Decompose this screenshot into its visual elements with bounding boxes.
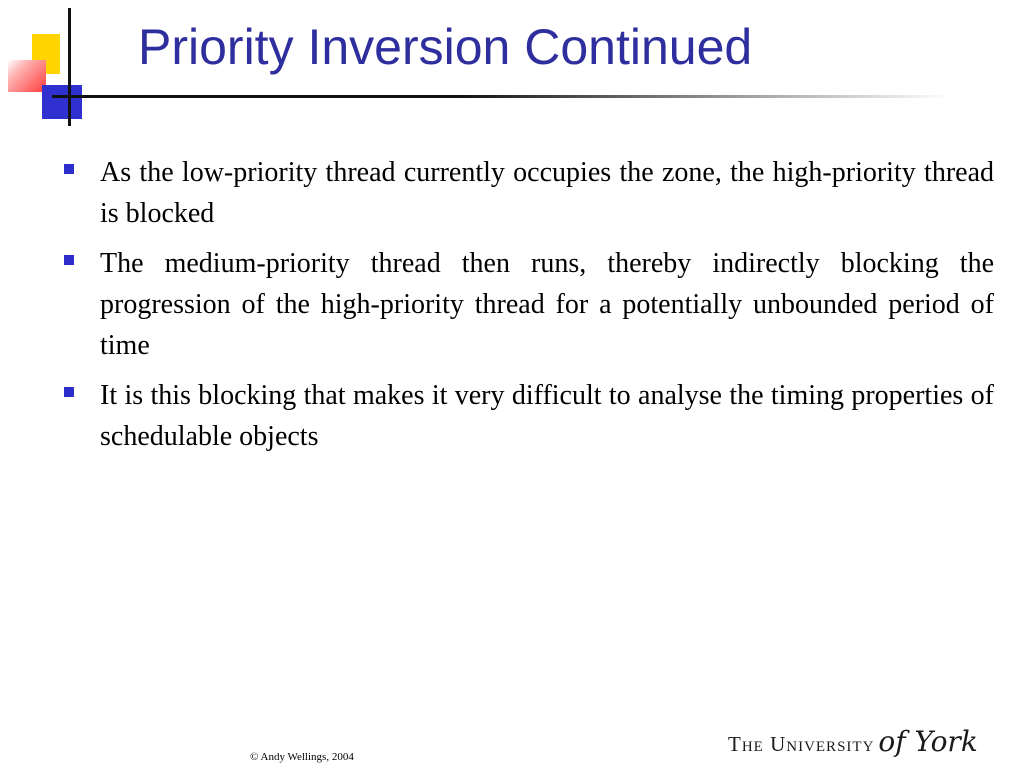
square-bullet-icon <box>64 387 74 397</box>
slide-title: Priority Inversion Continued <box>138 19 753 75</box>
decor-horizontal-line <box>52 95 952 98</box>
bullet-item <box>62 243 994 366</box>
copyright-footer: © Andy Wellings, 2004 <box>250 751 354 763</box>
decor-blue-square <box>42 85 82 119</box>
logo-text-york: of York <box>878 725 978 758</box>
decor-red-square <box>8 60 46 92</box>
bullet-item <box>62 152 994 234</box>
bullet-list <box>62 152 994 466</box>
bullet-text: As the low-priority thread currently occupies the zone, the high-priority thread is blocked <box>100 157 994 229</box>
bullet-item <box>62 375 994 457</box>
bullet-text: The medium-priority thread then runs, thereby indirectly blocking the progression of the high-priority thread for a potentially unbounded period of time <box>100 248 994 361</box>
logo-text-university: The University <box>728 732 875 756</box>
decor-vertical-line <box>68 8 71 126</box>
bullet-text: It is this blocking that makes it very difficult to analyse the timing properties of schedulable objects <box>100 380 994 452</box>
university-logo <box>728 725 978 758</box>
square-bullet-icon <box>64 164 74 174</box>
square-bullet-icon <box>64 255 74 265</box>
